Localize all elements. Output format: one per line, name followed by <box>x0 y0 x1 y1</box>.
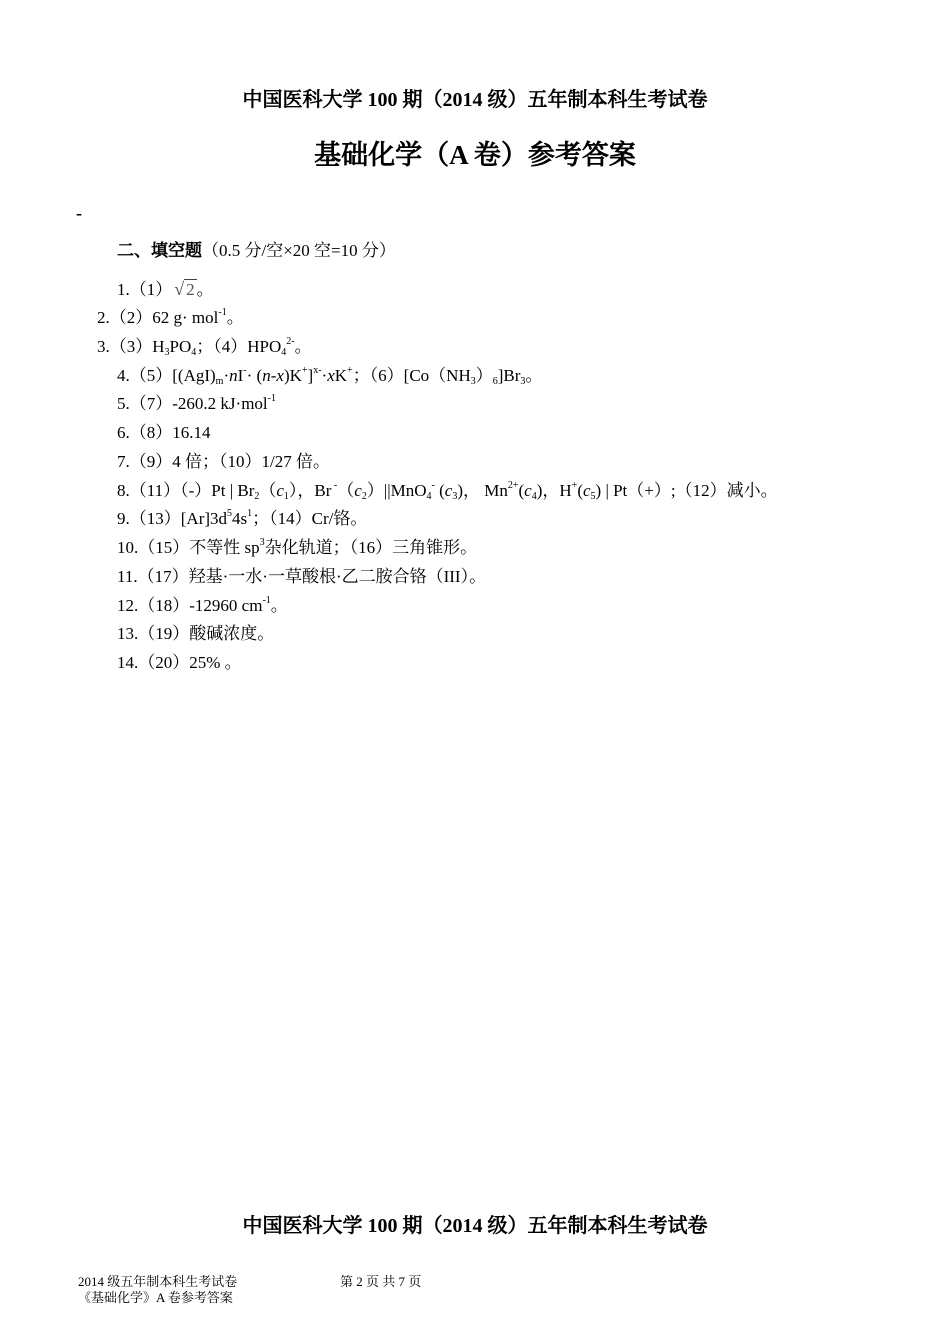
answer-4-var: n-x <box>262 366 284 385</box>
answer-3-part: 3.（3）H <box>97 337 165 356</box>
answer-4-part: ] <box>307 366 314 385</box>
answer-9-part: 4s <box>232 509 248 528</box>
answer-5-text: 5.（7）-260.2 kJ·mol <box>117 394 268 413</box>
answer-4-end: 。 <box>525 366 543 385</box>
answer-8-sup: 2+ <box>507 480 519 491</box>
answer-8-part: ）||MnO <box>366 481 427 500</box>
answer-13: 13.（19）酸碱浓度。 <box>117 624 275 643</box>
answer-9-sup: 1 <box>247 508 253 519</box>
footer-line-2: 《基础化学》A 卷参考答案 <box>78 1290 233 1305</box>
answer-5-sup: -1 <box>267 393 276 404</box>
answer-8-part: )，H <box>536 481 572 500</box>
answer-8-sub: 1 <box>283 491 289 502</box>
answer-4-sub: 3 <box>520 376 526 387</box>
answer-8-var: c <box>582 481 591 500</box>
answer-1 <box>117 279 214 300</box>
answer-8-var: c <box>354 481 362 500</box>
answer-3-sub: 4 <box>191 347 197 358</box>
answer-3-sub: 3 <box>164 347 170 358</box>
answer-8-var: c <box>444 481 453 500</box>
section-scoring: （0.5 分/空×20 空=10 分） <box>202 241 396 260</box>
answer-12-end: 。 <box>270 596 288 615</box>
answer-4-part: )K <box>283 366 302 385</box>
answer-8-part: （ <box>259 481 277 500</box>
answer-4-var: x <box>327 366 335 385</box>
sqrt-symbol: √ 2 <box>174 279 195 299</box>
answer-5 <box>117 394 276 414</box>
answer-4-part: ） <box>475 366 493 385</box>
answer-2-text: 2.（2）62 g· mol <box>97 308 219 327</box>
answer-8-part: ( <box>577 481 583 500</box>
answer-4-sup: + <box>347 365 353 376</box>
section-title: 二、填空题 <box>117 241 202 260</box>
answer-11: 11.（17）羟基·一水·一草酸根·乙二胺合铬（III）。 <box>117 567 487 586</box>
answer-9-part: ；（14）Cr/铬。 <box>252 509 368 528</box>
answer-3-end: 。 <box>294 337 312 356</box>
answer-2 <box>97 308 244 328</box>
answer-4-sup: + <box>301 365 308 376</box>
answer-4-part: K <box>334 366 348 385</box>
section-heading <box>117 236 396 261</box>
answer-8-sup: - <box>431 480 435 491</box>
answer-7: 7.（9）4 倍；（10）1/27 倍。 <box>117 452 330 471</box>
answer-8-var: c <box>524 481 532 500</box>
answer-10-part: 杂化轨道；（16）三角锥形。 <box>264 538 478 557</box>
answer-9 <box>117 509 367 529</box>
answer-8 <box>117 481 778 501</box>
document-title: 基础化学（A 卷）参考答案 <box>314 140 636 170</box>
answer-8-part: ) | Pt（+）;（12）减小。 <box>595 481 778 500</box>
answer-4-part: · <box>223 366 230 385</box>
answer-12-sup: -1 <box>262 595 271 606</box>
answer-8-part: 8.（11）（-）Pt | Br <box>117 481 255 500</box>
answer-8-sub: 4 <box>426 491 432 502</box>
answer-4-part: I <box>237 366 244 385</box>
answer-4-sup: - <box>243 365 247 376</box>
answer-3-sup: 2- <box>286 336 295 347</box>
answer-4-sup: x- <box>313 365 322 376</box>
answer-2-sup: -1 <box>218 307 227 318</box>
answer-10 <box>117 538 477 558</box>
answer-2-end: 。 <box>226 308 244 327</box>
answer-9-sup: 5 <box>227 508 233 519</box>
answer-4-sub: m <box>215 376 224 387</box>
answer-3 <box>97 337 312 357</box>
answer-8-var: c <box>276 481 284 500</box>
answer-12-text: 12.（18）-12960 cm <box>117 596 263 615</box>
page-number: 第 2 页 共 7 页 <box>340 1274 422 1289</box>
answer-4-part: ；（6）[Co（NH <box>352 366 471 385</box>
answer-8-sup: + <box>571 480 578 491</box>
answer-3-part: PO <box>169 337 192 356</box>
answer-1-suffix: 。 <box>196 280 214 299</box>
footer-left <box>78 1274 237 1306</box>
answer-8-sub: 2 <box>361 491 367 502</box>
answer-1-prefix: 1.（1） <box>117 280 173 299</box>
answer-4-sub: 3 <box>470 376 476 387</box>
answer-8-part: ( <box>518 481 525 500</box>
answer-8-sub: 4 <box>531 491 537 502</box>
answer-3-part: ；（4）HPO <box>196 337 282 356</box>
answer-8-sub: 3 <box>452 491 458 502</box>
answer-14: 14.（20）25% 。 <box>117 653 242 672</box>
answer-8-sub: 5 <box>590 491 596 502</box>
answer-8-sup: - <box>331 480 338 491</box>
footer-line-1: 2014 级五年制本科生考试卷 <box>78 1274 238 1289</box>
answer-4 <box>117 366 542 386</box>
answer-4-part: · ( <box>246 366 263 385</box>
dash-mark: - <box>76 203 82 223</box>
header-bottom: 中国医科大学 100 期（2014 级）五年制本科生考试卷 <box>242 1215 708 1237</box>
sqrt-radicand: 2 <box>186 280 195 299</box>
answer-10-part: 10.（15）不等性 sp <box>117 538 260 557</box>
answer-9-part: 9.（13）[Ar]3d <box>117 509 228 528</box>
answer-8-part: )， Mn <box>457 481 508 500</box>
answer-8-part: ），Br <box>288 481 332 500</box>
answer-4-part: 4.（5）[(AgI) <box>117 366 216 385</box>
answer-10-sup: 3 <box>259 537 265 548</box>
answer-4-sub: 6 <box>492 376 498 387</box>
header-top: 中国医科大学 100 期（2014 级）五年制本科生考试卷 <box>242 89 708 111</box>
answer-4-part: ]Br <box>497 366 521 385</box>
answer-8-part: （ <box>337 481 355 500</box>
answer-12 <box>117 596 288 616</box>
answer-6: 6.（8）16.14 <box>117 423 211 442</box>
answer-4-part: · <box>321 366 328 385</box>
answer-4-var: n <box>229 366 238 385</box>
answer-8-part: ( <box>434 481 445 500</box>
answer-3-sub: 4 <box>281 347 287 358</box>
answer-8-sub: 2 <box>254 491 260 502</box>
